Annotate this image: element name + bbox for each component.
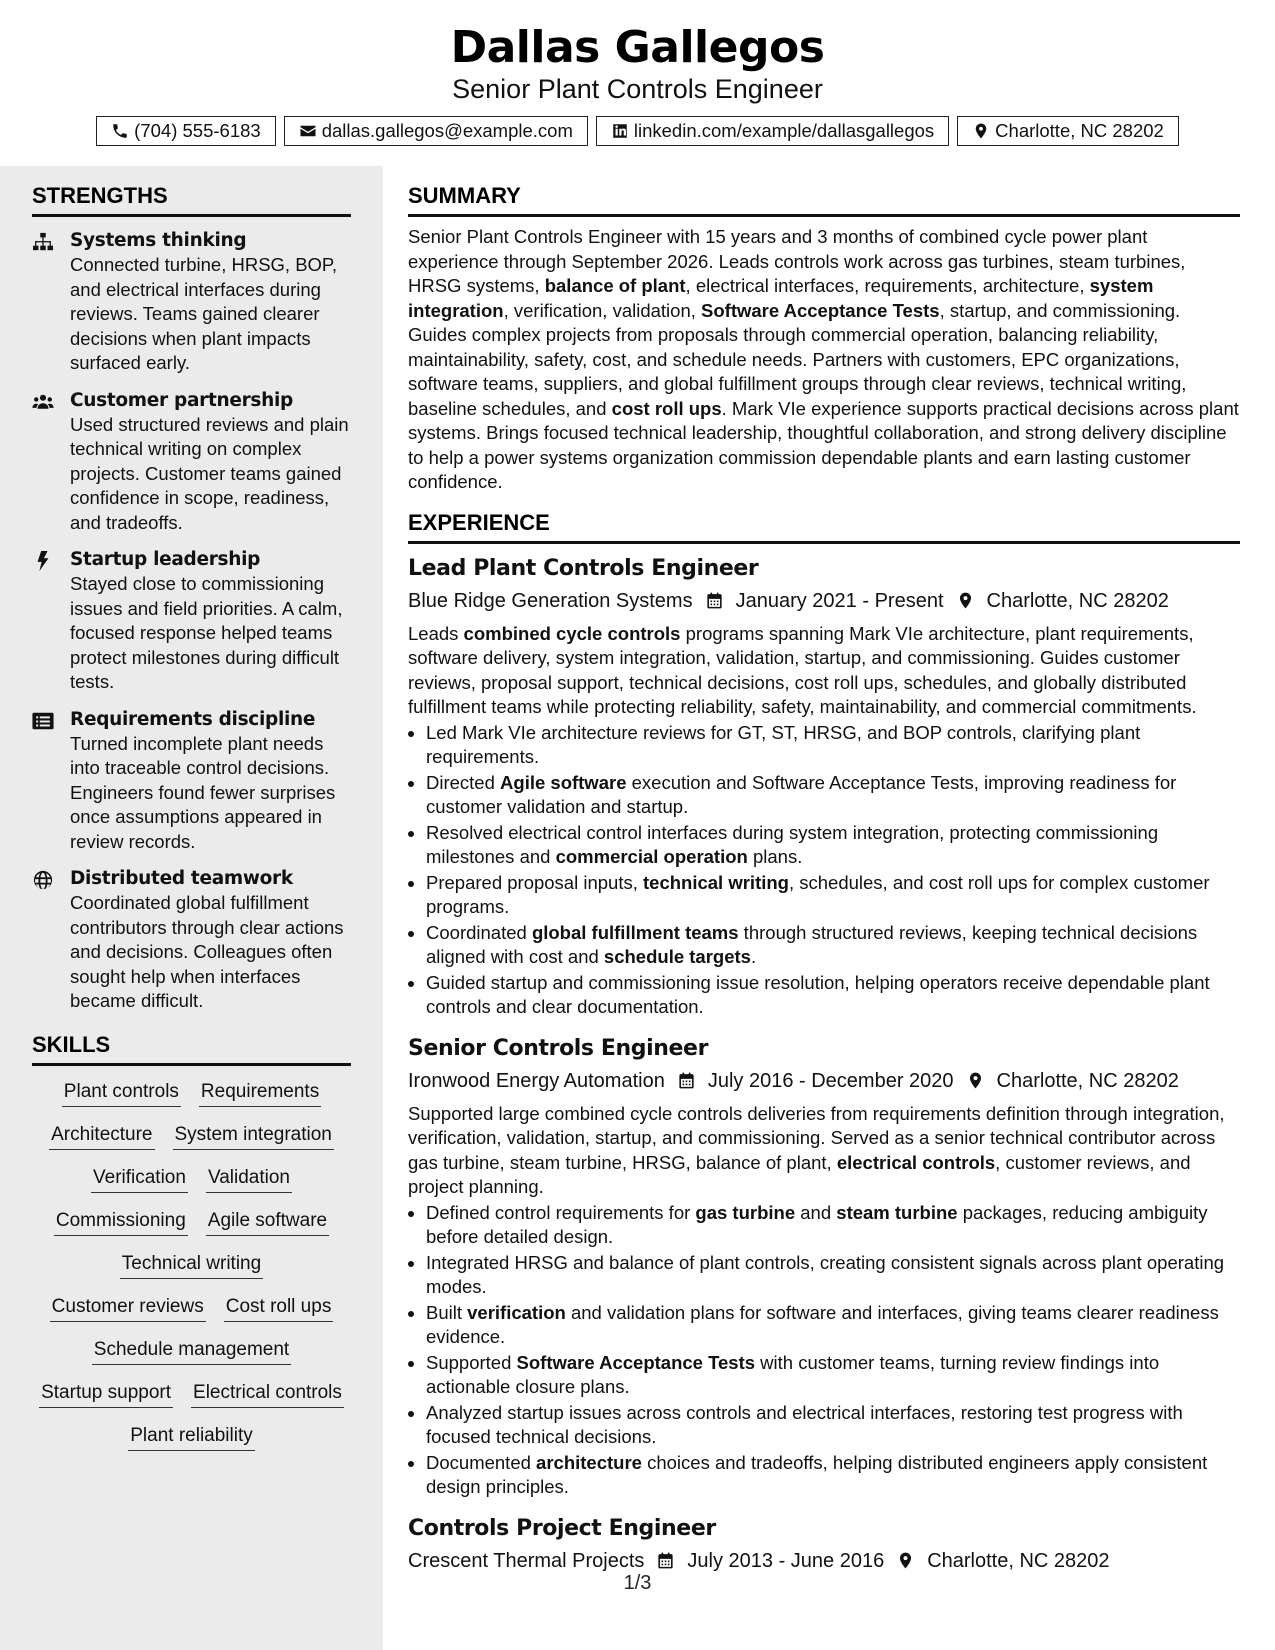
text-segment: Led Mark VIe architecture reviews for GT, ST, HRSG, and BOP controls, clarifying plant requirements. xyxy=(426,721,1141,767)
job-bullet xyxy=(426,1401,1240,1450)
bold-keyword: Software Acceptance Tests xyxy=(701,299,940,321)
calendar-icon xyxy=(705,591,724,610)
strength-item xyxy=(32,708,351,855)
strength-title: Startup leadership xyxy=(70,549,261,570)
calendar-icon xyxy=(677,1071,696,1090)
resume-header xyxy=(0,0,1275,146)
job-bullet xyxy=(426,1451,1240,1500)
contact-phone-text: (704) 555-6183 xyxy=(134,120,261,141)
contact-email[interactable] xyxy=(284,116,588,146)
strength-item xyxy=(32,389,351,536)
bold-keyword: architecture xyxy=(536,1451,642,1473)
skill-tag: Verification xyxy=(91,1166,188,1193)
skill-tag: Schedule management xyxy=(92,1338,291,1365)
skill-tag: Commissioning xyxy=(54,1209,188,1236)
experience-heading: EXPERIENCE xyxy=(408,495,1240,544)
list-icon xyxy=(32,711,54,731)
bold-keyword: technical writing xyxy=(643,871,789,893)
strength-item xyxy=(32,548,351,695)
strength-item xyxy=(32,867,351,1014)
bolt-icon xyxy=(32,551,54,571)
job-bullet xyxy=(426,1251,1240,1300)
contact-location xyxy=(957,116,1179,146)
map-pin-icon xyxy=(966,1071,985,1090)
users-icon xyxy=(32,392,54,412)
text-segment: , schedules, and cost roll ups for complex customer programs. xyxy=(426,871,1210,917)
strength-title: Customer partnership xyxy=(70,389,294,411)
skill-tag: Cost roll ups xyxy=(224,1295,334,1322)
text-segment: through structured reviews, keeping technical decisions aligned with cost and xyxy=(426,921,1198,967)
bold-keyword: Agile software xyxy=(500,771,627,793)
skill-tag: Architecture xyxy=(49,1123,154,1150)
text-segment: with customer teams, turning review findings into actionable closure plans. xyxy=(426,1351,1160,1397)
job-company: Crescent Thermal Projects xyxy=(408,1549,645,1572)
job-location: Charlotte, NC 28202 xyxy=(996,1069,1179,1092)
bold-keyword: combined cycle controls xyxy=(463,622,681,644)
skill-tag: Customer reviews xyxy=(50,1295,206,1322)
text-segment: Directed xyxy=(426,771,501,793)
experience-list xyxy=(408,554,1240,1576)
text-segment: Prepared proposal inputs, xyxy=(426,871,643,893)
text-segment: , verification, validation, xyxy=(503,299,702,321)
bold-keyword: global fulfillment teams xyxy=(531,921,739,943)
skill-tag: Electrical controls xyxy=(191,1381,344,1408)
sidebar xyxy=(0,166,383,1650)
job-bullets xyxy=(408,1201,1240,1500)
strength-desc: Stayed close to commissioning issues and field priorities. A calm, focused response helped teams protect milestones during difficult tests. xyxy=(70,573,343,692)
phone-icon xyxy=(111,122,129,140)
text-segment: Supported xyxy=(426,1351,517,1373)
job-bullet xyxy=(426,771,1240,820)
contact-phone[interactable] xyxy=(96,116,276,146)
strength-title: Requirements discipline xyxy=(70,708,316,730)
strength-title: Systems thinking xyxy=(70,230,247,251)
bold-keyword: commercial operation xyxy=(555,846,748,867)
text-segment: , customer reviews, and project planning. xyxy=(408,1151,1191,1197)
strength-item xyxy=(32,229,351,376)
text-segment: programs spanning Mark VIe architecture, plant requirements, software delivery, system integration, validation, startup, and commissioning. Guides customer reviews, proposal support, technical decisions, cost roll ups, schedules, and globally distributed fulfillment teams while protecting reliability, safety, maintainability, and commercial commitments. xyxy=(408,622,1197,717)
strength-desc: Used structured reviews and plain technical writing on complex projects. Customer teams gained confidence in scope, readiness, and tradeoffs. xyxy=(70,413,349,533)
job-title: Lead Plant Controls Engineer xyxy=(408,555,759,581)
text-segment: Supported large combined cycle controls deliveries from requirements definition through integration, verification, validation, startup, and commissioning. Served as a senior technical contributor across gas turbine, steam turbine, HRSG, balance of plant, xyxy=(408,1102,1225,1173)
job-entry xyxy=(408,1514,1240,1576)
calendar-icon xyxy=(656,1551,675,1570)
text-segment: Resolved electrical control interfaces during system integration, protecting commissioning milestones and xyxy=(426,821,1159,867)
job-bullets xyxy=(408,721,1240,1020)
text-segment: execution and Software Acceptance Tests, improving readiness for customer validation and startup. xyxy=(426,771,1177,817)
candidate-name: Dallas Gallegos xyxy=(450,22,825,73)
bold-keyword: verification xyxy=(467,1301,566,1323)
strength-title: Distributed teamwork xyxy=(70,868,293,889)
job-dates: July 2013 - June 2016 xyxy=(687,1549,885,1572)
bold-keyword: electrical controls xyxy=(836,1151,996,1173)
job-bullet xyxy=(426,971,1240,1020)
job-entry xyxy=(408,1034,1240,1500)
bold-keyword: steam turbine xyxy=(836,1201,958,1223)
bold-keyword: cost roll ups xyxy=(611,397,722,419)
job-bullet xyxy=(426,921,1240,970)
skills-heading: SKILLS xyxy=(32,1027,351,1066)
text-segment: Analyzed startup issues across controls and electrical interfaces, restoring test progress with focused technical decisions. xyxy=(426,1401,1183,1447)
skill-tag: Startup support xyxy=(39,1381,173,1408)
text-segment: Coordinated xyxy=(426,921,532,943)
text-segment: choices and tradeoffs, helping distributed engineers apply consistent design principles. xyxy=(426,1451,1208,1497)
text-segment: plans. xyxy=(747,846,803,867)
skill-tag: Validation xyxy=(206,1166,292,1193)
linkedin-icon xyxy=(611,122,629,140)
strengths-heading: STRENGTHS xyxy=(32,166,351,217)
job-dates: July 2016 - December 2020 xyxy=(707,1069,954,1092)
text-segment: and validation plans for software and interfaces, giving teams clearer readiness evidence. xyxy=(426,1301,1219,1347)
skill-tag: Technical writing xyxy=(120,1252,263,1279)
job-dates: January 2021 - Present xyxy=(735,589,944,612)
text-segment: . xyxy=(750,946,757,967)
skills-list xyxy=(32,1080,351,1467)
job-bullet xyxy=(426,821,1240,870)
text-segment: Leads xyxy=(408,622,464,644)
job-bullet xyxy=(426,721,1240,770)
job-meta xyxy=(408,586,1240,616)
text-segment: Integrated HRSG and balance of plant controls, creating consistent signals across plant operating modes. xyxy=(426,1251,1225,1297)
bold-keyword: schedule targets xyxy=(603,946,751,967)
map-pin-icon xyxy=(896,1551,915,1570)
map-pin-icon xyxy=(972,122,990,140)
globe-icon xyxy=(32,870,54,890)
job-description xyxy=(408,1102,1240,1200)
skill-tag: Requirements xyxy=(199,1080,321,1107)
text-segment: Defined control requirements for xyxy=(426,1201,696,1223)
text-segment: and xyxy=(795,1201,837,1223)
bold-keyword: system integration xyxy=(408,275,1154,321)
text-segment: packages, reducing ambiguity before detailed design. xyxy=(426,1201,1208,1247)
job-title: Controls Project Engineer xyxy=(408,1515,716,1541)
job-bullet xyxy=(426,1351,1240,1400)
job-location: Charlotte, NC 28202 xyxy=(927,1549,1110,1572)
summary-heading: SUMMARY xyxy=(408,166,1240,217)
contact-linkedin[interactable] xyxy=(596,116,949,146)
strength-desc: Coordinated global fulfillment contributors through clear actions and decisions. Colleagues often sought help when interfaces became difficult. xyxy=(70,892,344,1011)
map-pin-icon xyxy=(956,591,975,610)
job-meta xyxy=(408,1546,1240,1576)
skill-tag: Plant controls xyxy=(62,1080,181,1107)
skill-tag: Plant reliability xyxy=(128,1424,255,1451)
text-segment: Senior Plant Controls Engineer with 15 years and 3 months of combined cycle power plant experience through September 2026. Leads controls work across gas turbines, steam turbines, HRSG systems, xyxy=(408,226,1186,296)
candidate-title: Senior Plant Controls Engineer xyxy=(452,74,823,104)
sitemap-icon xyxy=(32,232,54,252)
bold-keyword: balance of plant xyxy=(544,275,686,296)
page-number: 1/3 xyxy=(623,1572,652,1594)
skill-tag: Agile software xyxy=(206,1209,329,1236)
text-segment: , startup, and commissioning. Guides complex projects from proposals through commercial operation, balancing reliability, maintainability, safety, cost, and schedule needs. Partners with customers, EPC organizations, software teams, suppliers, and global fulfillment groups through clear reviews, technical writing, baseline schedules, and xyxy=(408,299,1187,419)
text-segment: Built xyxy=(426,1301,468,1323)
job-meta xyxy=(408,1066,1240,1096)
main-content xyxy=(408,166,1240,1576)
job-description xyxy=(408,622,1240,720)
text-segment: Guided startup and commissioning issue resolution, helping operators receive dependable plant controls and clear documentation. xyxy=(426,971,1210,1017)
summary-text xyxy=(408,225,1240,495)
strengths-list xyxy=(32,229,351,1014)
contact-linkedin-text: linkedin.com/example/dallasgallegos xyxy=(633,120,935,141)
strength-desc: Turned incomplete plant needs into traceable control decisions. Engineers found fewer surprises once assumptions appeared in review records. xyxy=(70,732,336,852)
job-bullet xyxy=(426,871,1240,920)
job-company: Ironwood Energy Automation xyxy=(408,1069,665,1092)
text-segment: . Mark VIe experience supports practical decisions across plant systems. Brings focused technical leadership, thoughtful collaboration, and strong delivery discipline to help a power systems organization commission dependable plants and earn lasting customer confidence. xyxy=(408,397,1239,492)
bold-keyword: Software Acceptance Tests xyxy=(516,1351,756,1373)
skill-tag: System integration xyxy=(173,1123,334,1150)
job-bullet xyxy=(426,1201,1240,1250)
job-company: Blue Ridge Generation Systems xyxy=(408,589,693,612)
text-segment: , electrical interfaces, requirements, architecture, xyxy=(685,275,1090,296)
job-entry xyxy=(408,554,1240,1020)
text-segment: Documented xyxy=(426,1451,537,1473)
envelope-icon xyxy=(299,122,317,140)
job-location: Charlotte, NC 28202 xyxy=(986,589,1169,612)
strength-desc: Connected turbine, HRSG, BOP, and electrical interfaces during reviews. Teams gained clearer decisions when plant impacts surfaced early. xyxy=(70,254,338,373)
contact-email-text: dallas.gallegos@example.com xyxy=(321,120,573,141)
job-title: Senior Controls Engineer xyxy=(408,1035,709,1061)
bold-keyword: gas turbine xyxy=(695,1201,796,1223)
job-bullet xyxy=(426,1301,1240,1350)
contact-location-text: Charlotte, NC 28202 xyxy=(995,120,1164,141)
contact-bar xyxy=(0,116,1275,146)
